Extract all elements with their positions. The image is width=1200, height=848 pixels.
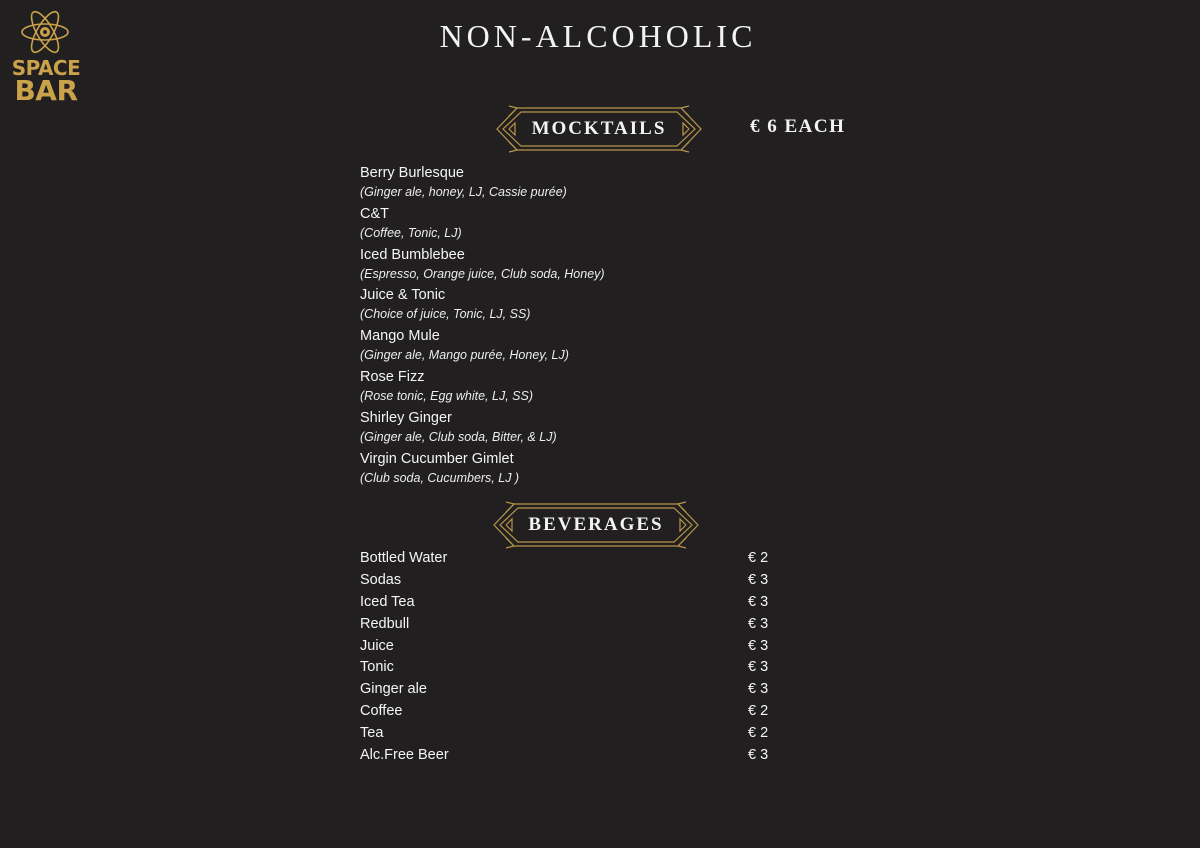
mocktail-ingredients: (Coffee, Tonic, LJ) <box>360 225 462 240</box>
mocktail-name: Shirley Ginger <box>360 409 452 426</box>
mocktail-name: Rose Fizz <box>360 368 425 385</box>
list-item <box>360 701 780 723</box>
mocktail-ingredients: (Ginger ale, Club soda, Bitter, & LJ) <box>360 429 557 444</box>
beverage-name: Iced Tea <box>360 593 415 610</box>
mocktails-list <box>360 164 760 490</box>
list-item <box>360 570 780 592</box>
logo-word-space: SPACE <box>11 56 81 80</box>
list-item <box>360 657 780 679</box>
list-item <box>360 164 760 205</box>
logo-word-bar: BAR <box>14 74 78 107</box>
beverage-price: € 3 <box>748 747 769 764</box>
beverage-price: € 3 <box>748 681 769 698</box>
list-item <box>360 679 780 701</box>
list-item <box>360 205 760 246</box>
beverage-price: € 2 <box>748 725 769 742</box>
list-item <box>360 450 760 491</box>
beverage-price: € 3 <box>748 571 769 588</box>
page-title: NON-ALCOHOLIC <box>439 18 757 54</box>
beverage-price: € 3 <box>748 637 769 654</box>
beverage-price: € 2 <box>748 550 769 566</box>
beverage-name: Juice <box>360 637 394 654</box>
mocktails-heading: MOCKTAILS <box>531 118 667 139</box>
list-item <box>360 548 780 570</box>
list-item <box>360 286 760 327</box>
beverages-heading: BEVERAGES <box>528 514 664 535</box>
mocktail-name: Juice & Tonic <box>360 287 446 304</box>
list-item <box>360 723 780 745</box>
beverage-name: Bottled Water <box>360 550 448 566</box>
mocktail-ingredients: (Club soda, Cucumbers, LJ ) <box>360 470 520 485</box>
mocktail-ingredients: (Ginger ale, honey, LJ, Cassie purée) <box>360 185 567 199</box>
beverages-list <box>360 548 780 767</box>
beverage-price: € 2 <box>748 703 769 720</box>
list-item <box>360 246 760 287</box>
beverage-name: Redbull <box>360 615 410 632</box>
list-item <box>360 409 760 450</box>
beverage-name: Sodas <box>360 571 402 588</box>
list-item <box>360 745 780 767</box>
mocktail-name: Berry Burlesque <box>360 165 464 181</box>
mocktails-heading-banner <box>495 104 703 154</box>
beverage-name: Coffee <box>360 703 403 720</box>
mocktail-name: Iced Bumblebee <box>360 246 465 263</box>
beverage-name: Tea <box>360 725 384 742</box>
list-item <box>360 636 780 658</box>
mocktail-ingredients: (Choice of juice, Tonic, LJ, SS) <box>360 307 531 322</box>
mocktail-name: Mango Mule <box>360 328 440 345</box>
mocktails-price: € 6 EACH <box>750 116 846 137</box>
mocktail-name: C&T <box>360 205 389 222</box>
list-item <box>360 614 780 636</box>
mocktail-ingredients: (Ginger ale, Mango purée, Honey, LJ) <box>360 348 569 363</box>
mocktail-name: Virgin Cucumber Gimlet <box>360 450 514 467</box>
beverages-heading-banner <box>492 500 700 550</box>
list-item <box>360 368 760 409</box>
list-item <box>360 592 780 614</box>
mocktail-ingredients: (Espresso, Orange juice, Club soda, Honey) <box>360 266 605 281</box>
beverage-price: € 3 <box>748 659 769 676</box>
beverage-name: Ginger ale <box>360 681 427 698</box>
list-item <box>360 327 760 368</box>
beverage-price: € 3 <box>748 615 769 632</box>
beverage-price: € 3 <box>748 593 769 610</box>
beverage-name: Tonic <box>360 659 394 676</box>
mocktail-ingredients: (Rose tonic, Egg white, LJ, SS) <box>360 388 533 403</box>
beverage-name: Alc.Free Beer <box>360 747 449 764</box>
